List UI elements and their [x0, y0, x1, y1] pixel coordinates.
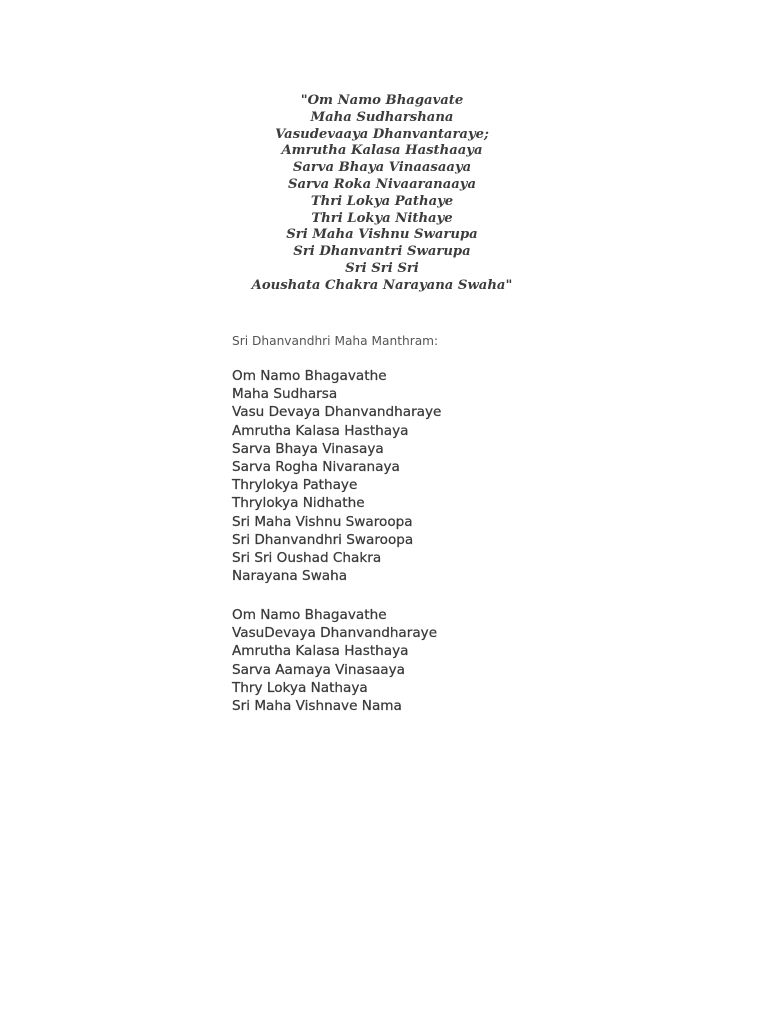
poem-line: Vasudevaaya Dhanvantaraye; — [275, 126, 489, 142]
poem-line: "Om Namo Bhagavate — [300, 93, 464, 108]
poem-line: Sri Dhanvantri Swarupa — [293, 244, 471, 260]
poem-line: Amrutha Kalasa Hasthaaya — [281, 143, 483, 159]
poem-line: Sri Sri Sri — [345, 260, 419, 276]
mantra-line: Sri Dhanvandhri Swaroopa — [232, 531, 414, 548]
section-heading: Sri Dhanvandhri Maha Manthram: — [232, 334, 439, 348]
mantra-line: Thrylokya Nidhathe — [232, 495, 365, 512]
mantra-line: Sarva Rogha Nivaranaya — [232, 459, 400, 476]
poem-line: Thri Lokya Nithaye — [311, 210, 453, 226]
poem-line: Aoushata Chakra Narayana Swaha" — [251, 277, 513, 293]
mantra-line: Sarva Bhaya Vinasaya — [232, 440, 384, 457]
mantra-line: Om Namo Bhagavathe — [232, 368, 387, 384]
poem-line: Sarva Bhaya Vinaasaaya — [292, 160, 472, 176]
poem-line: Thri Lokya Pathaye — [310, 193, 454, 209]
mantra-line: Vasu Devaya Dhanvandharaye — [232, 404, 442, 421]
mantra-block-2 — [232, 606, 437, 715]
mantra-line: Sri Maha Vishnu Swaroopa — [232, 513, 413, 530]
mantra-line: Narayana Swaha — [232, 568, 348, 585]
poem-block — [232, 93, 532, 295]
mantra-line: Thrylokya Pathaye — [232, 477, 358, 494]
poem-line: Sarva Roka Nivaaranaaya — [287, 176, 477, 192]
mantra-line: Sri Maha Vishnave Nama — [232, 698, 402, 715]
mantra-line: Thry Lokya Nathaya — [232, 679, 368, 696]
mantra-line: Maha Sudharsa — [232, 386, 338, 403]
mantra-line: Sarva Aamaya Vinasaaya — [232, 661, 405, 678]
mantra-line: Amrutha Kalasa Hasthaya — [232, 643, 409, 660]
mantra-line: Om Namo Bhagavathe — [232, 607, 387, 623]
mantra-line: Amrutha Kalasa Hasthaya — [232, 422, 409, 439]
mantra-line: VasuDevaya Dhanvandharaye — [232, 625, 438, 642]
mantra-line: Sri Sri Oushad Chakra — [232, 550, 382, 567]
mantra-block-1 — [232, 367, 441, 585]
poem-line: Sri Maha Vishnu Swarupa — [286, 227, 478, 243]
poem-line: Maha Sudharshana — [310, 109, 454, 125]
